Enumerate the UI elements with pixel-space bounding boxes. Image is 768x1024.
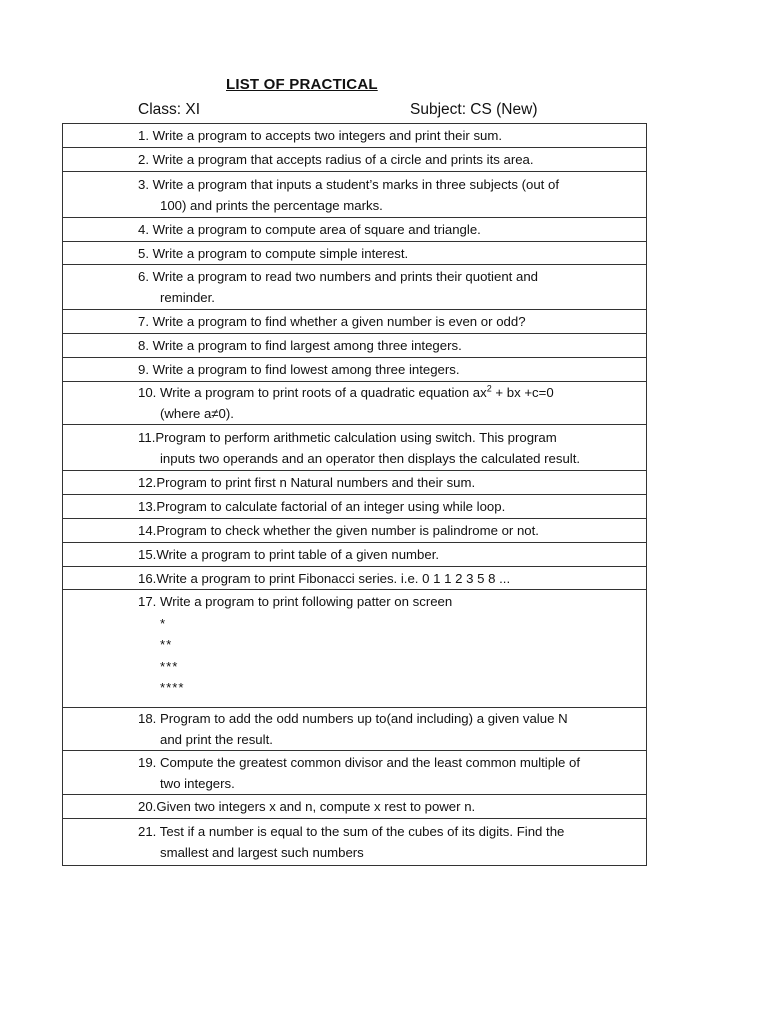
practical-item	[63, 425, 647, 471]
item-text: 1. Write a program to accepts two integers and print their sum.	[138, 128, 503, 143]
item-text: 19. Compute the greatest common divisor and the least common multiple of	[138, 754, 581, 770]
subject-label: Subject: CS (New)	[410, 101, 538, 118]
table-row	[63, 334, 647, 358]
table-row	[63, 425, 647, 471]
item-text-continued: two integers.	[160, 775, 235, 791]
item-text: 17. Write a program to print following patter on screen	[138, 594, 453, 609]
document-title: LIST OF PRACTICAL	[226, 76, 378, 93]
practical-item	[63, 471, 647, 495]
practical-item	[63, 172, 647, 218]
table-row	[63, 495, 647, 519]
item-text-continued: (where a≠0).	[160, 406, 234, 421]
practical-list-table	[62, 123, 647, 866]
table-row	[63, 751, 647, 795]
table-row	[63, 382, 647, 425]
item-text-continued: reminder.	[160, 290, 215, 305]
table-row	[63, 218, 647, 242]
pattern-line: ***	[160, 658, 179, 674]
item-text: 14.Program to check whether the given number is palindrome or not.	[138, 523, 539, 538]
item-text: 18. Program to add the odd numbers up to(and including) a given value N	[138, 711, 568, 726]
practical-item	[63, 495, 647, 519]
item-text: 6. Write a program to read two numbers and prints their quotient and	[138, 269, 538, 284]
table-row	[63, 172, 647, 218]
practical-item	[63, 590, 647, 708]
pattern-line: *	[160, 615, 167, 631]
table-row	[63, 819, 647, 866]
practical-item	[63, 708, 647, 751]
pattern-line: ****	[160, 680, 185, 695]
item-text: 3. Write a program that inputs a student’s marks in three subjects (out of	[138, 176, 559, 192]
item-text: 16.Write a program to print Fibonacci series. i.e. 0 1 1 2 3 5 8 ...	[138, 570, 511, 586]
item-text-continued: and print the result.	[160, 732, 273, 747]
practical-item	[63, 519, 647, 543]
table-row	[63, 590, 647, 708]
item-text: 11.Program to perform arithmetic calculation using switch. This program	[138, 429, 557, 445]
item-text: 7. Write a program to find whether a given number is even or odd?	[138, 314, 526, 329]
table-row	[63, 543, 647, 567]
item-text: 5. Write a program to compute simple interest.	[138, 245, 409, 261]
table-row	[63, 310, 647, 334]
practical-item	[63, 265, 647, 310]
item-text: 15.Write a program to print table of a given number.	[138, 547, 440, 562]
class-label: Class: XI	[138, 101, 201, 118]
item-text: 21. Test if a number is equal to the sum of the cubes of its digits. Find the	[138, 824, 565, 839]
table-row	[63, 265, 647, 310]
item-text-continued: smallest and largest such numbers	[160, 845, 364, 860]
pattern-line: **	[160, 637, 173, 652]
practical-item	[63, 382, 647, 425]
exponent: 2	[486, 383, 492, 394]
equation-suffix: + bx +c=0	[491, 385, 554, 400]
practical-item	[63, 334, 647, 358]
item-text: 2. Write a program that accepts radius of a circle and prints its area.	[138, 152, 534, 167]
item-text: 13.Program to calculate factorial of an integer using while loop.	[138, 499, 506, 514]
table-row	[63, 567, 647, 590]
practical-item	[63, 310, 647, 334]
item-text-continued: 100) and prints the percentage marks.	[160, 197, 383, 213]
item-text: 12.Program to print first n Natural numbers and their sum.	[138, 475, 476, 490]
table-row	[63, 358, 647, 382]
table-row	[63, 242, 647, 265]
practical-item	[63, 148, 647, 172]
item-text: 20.Given two integers x and n, compute x rest to power n.	[138, 799, 476, 814]
item-text: 9. Write a program to find lowest among three integers.	[138, 362, 460, 377]
item-text: 4. Write a program to compute area of square and triangle.	[138, 222, 481, 237]
table-row	[63, 471, 647, 495]
practical-item	[63, 242, 647, 265]
table-row	[63, 795, 647, 819]
practical-item	[63, 795, 647, 819]
table-row	[63, 124, 647, 148]
practical-item	[63, 567, 647, 590]
practical-item	[63, 543, 647, 567]
practical-item	[63, 218, 647, 242]
table-row	[63, 708, 647, 751]
equation-text: 10. Write a program to print roots of a quadratic equation ax	[138, 385, 487, 400]
practical-item	[63, 358, 647, 382]
table-row	[63, 519, 647, 543]
item-text-continued: inputs two operands and an operator then displays the calculated result.	[160, 450, 581, 466]
item-text	[138, 382, 642, 403]
item-text: 8. Write a program to find largest among three integers.	[138, 338, 462, 353]
practical-item	[63, 124, 647, 148]
practical-item	[63, 819, 647, 866]
table-row	[63, 148, 647, 172]
practical-item	[63, 751, 647, 795]
